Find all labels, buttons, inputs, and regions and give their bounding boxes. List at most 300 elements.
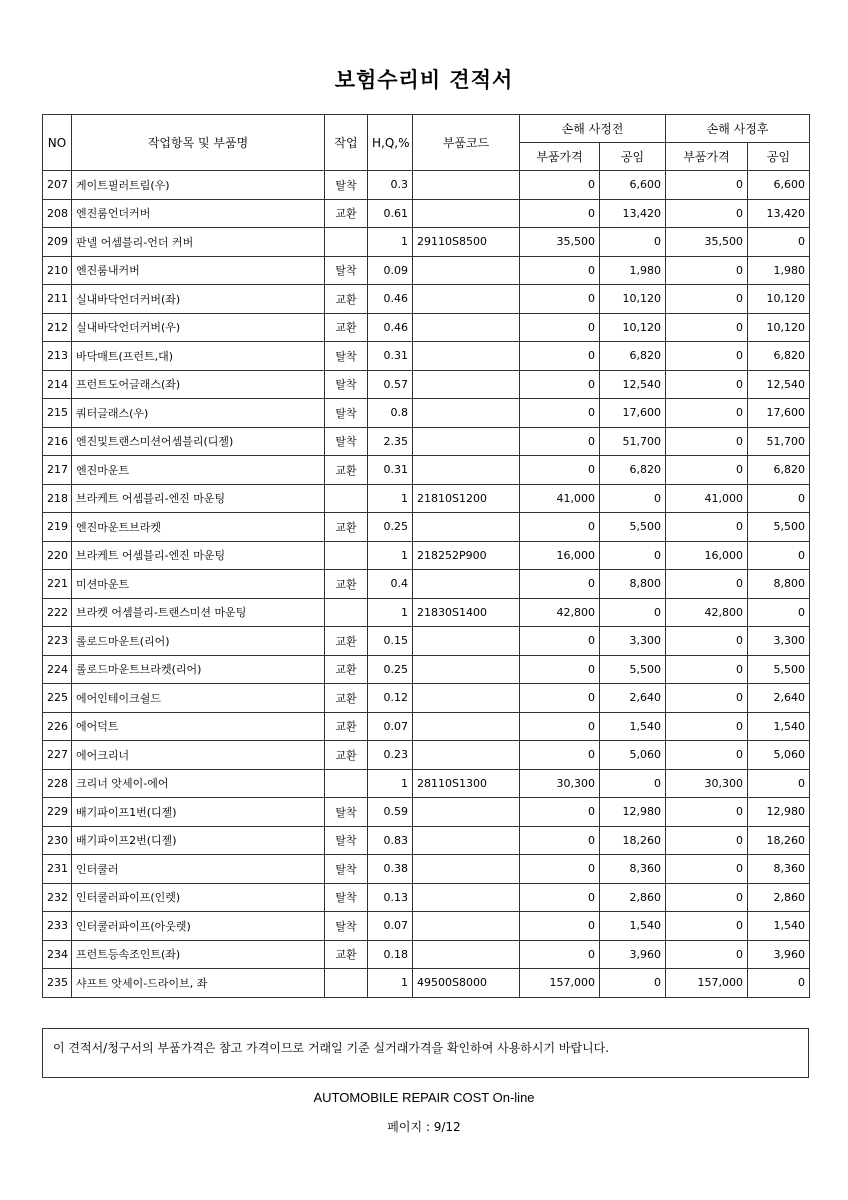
row-part-code: 218252P900: [413, 541, 520, 570]
table-row: [43, 171, 810, 200]
row-before-labor: 8,360: [600, 855, 666, 884]
row-after-part-price: 42,800: [666, 598, 748, 627]
row-before-part-price: 0: [520, 855, 600, 884]
row-before-labor: 0: [600, 769, 666, 798]
row-before-labor: 1,980: [600, 256, 666, 285]
row-after-part-price: 0: [666, 199, 748, 228]
table-row: [43, 826, 810, 855]
row-part-code: [413, 342, 520, 371]
row-no: 233: [43, 912, 72, 941]
row-before-part-price: 0: [520, 570, 600, 599]
table-row: [43, 883, 810, 912]
row-before-labor: 8,800: [600, 570, 666, 599]
row-after-labor: 13,420: [748, 199, 810, 228]
row-before-part-price: 157,000: [520, 969, 600, 998]
row-before-part-price: 0: [520, 285, 600, 314]
row-work-type: [325, 541, 368, 570]
row-after-labor: 12,540: [748, 370, 810, 399]
row-before-part-price: 0: [520, 199, 600, 228]
table-row: [43, 285, 810, 314]
row-before-part-price: 0: [520, 456, 600, 485]
row-no: 232: [43, 883, 72, 912]
row-after-labor: 1,980: [748, 256, 810, 285]
row-work-type: 교환: [325, 684, 368, 713]
row-after-part-price: 0: [666, 684, 748, 713]
row-hq: 0.83: [368, 826, 413, 855]
row-hq: 0.23: [368, 741, 413, 770]
row-after-part-price: 35,500: [666, 228, 748, 257]
row-item-name: 엔진마운트: [72, 456, 325, 485]
row-before-part-price: 0: [520, 256, 600, 285]
row-after-part-price: 0: [666, 712, 748, 741]
row-item-name: 게이트필러트림(우): [72, 171, 325, 200]
row-before-labor: 0: [600, 228, 666, 257]
row-after-labor: 8,360: [748, 855, 810, 884]
row-part-code: [413, 285, 520, 314]
row-work-type: 탈착: [325, 912, 368, 941]
row-part-code: [413, 655, 520, 684]
row-after-part-price: 0: [666, 370, 748, 399]
row-before-part-price: 0: [520, 513, 600, 542]
row-work-type: 교환: [325, 712, 368, 741]
header-code: 부품코드: [413, 115, 520, 171]
row-no: 209: [43, 228, 72, 257]
table-row: [43, 684, 810, 713]
row-before-part-price: 42,800: [520, 598, 600, 627]
row-work-type: 탈착: [325, 370, 368, 399]
row-no: 213: [43, 342, 72, 371]
header-item: 작업항목 및 부품명: [72, 115, 325, 171]
row-work-type: [325, 969, 368, 998]
row-item-name: 인터쿨러파이프(아웃렛): [72, 912, 325, 941]
row-before-labor: 5,500: [600, 513, 666, 542]
row-after-part-price: 0: [666, 627, 748, 656]
row-part-code: [413, 313, 520, 342]
row-no: 210: [43, 256, 72, 285]
row-after-part-price: 0: [666, 570, 748, 599]
row-before-labor: 6,820: [600, 456, 666, 485]
row-no: 223: [43, 627, 72, 656]
row-no: 208: [43, 199, 72, 228]
row-no: 234: [43, 940, 72, 969]
row-before-labor: 3,300: [600, 627, 666, 656]
table-body: [43, 171, 810, 998]
row-item-name: 실내바닥언더커버(좌): [72, 285, 325, 314]
row-item-name: 롤로드마운트브라켓(리어): [72, 655, 325, 684]
table-row: [43, 513, 810, 542]
row-work-type: 탈착: [325, 855, 368, 884]
row-after-labor: 0: [748, 769, 810, 798]
table-row: [43, 798, 810, 827]
row-before-labor: 5,500: [600, 655, 666, 684]
row-after-part-price: 0: [666, 285, 748, 314]
row-after-labor: 17,600: [748, 399, 810, 428]
row-before-labor: 1,540: [600, 912, 666, 941]
row-work-type: 탈착: [325, 171, 368, 200]
row-work-type: 탈착: [325, 427, 368, 456]
row-hq: 0.46: [368, 285, 413, 314]
row-no: 219: [43, 513, 72, 542]
row-work-type: 교환: [325, 627, 368, 656]
row-before-labor: 18,260: [600, 826, 666, 855]
row-hq: 1: [368, 484, 413, 513]
row-hq: 1: [368, 969, 413, 998]
row-part-code: [413, 855, 520, 884]
footer-page-number: 페이지 : 9/12: [387, 1120, 461, 1134]
row-no: 218: [43, 484, 72, 513]
row-before-part-price: 0: [520, 627, 600, 656]
row-after-labor: 10,120: [748, 285, 810, 314]
header-hq: H,Q,%: [368, 115, 413, 171]
row-item-name: 롤로드마운트(리어): [72, 627, 325, 656]
row-work-type: 교환: [325, 456, 368, 485]
row-hq: 0.8: [368, 399, 413, 428]
footer-app-name: AUTOMOBILE REPAIR COST On-line: [313, 1090, 535, 1105]
row-hq: 0.59: [368, 798, 413, 827]
row-after-part-price: 0: [666, 826, 748, 855]
row-after-labor: 6,820: [748, 342, 810, 371]
row-part-code: [413, 741, 520, 770]
row-before-labor: 0: [600, 484, 666, 513]
row-part-code: [413, 826, 520, 855]
row-after-labor: 2,860: [748, 883, 810, 912]
row-after-labor: 1,540: [748, 712, 810, 741]
row-after-labor: 6,820: [748, 456, 810, 485]
row-after-part-price: 0: [666, 427, 748, 456]
row-no: 214: [43, 370, 72, 399]
table-row: [43, 741, 810, 770]
row-before-part-price: 0: [520, 399, 600, 428]
row-before-part-price: 0: [520, 684, 600, 713]
table-row: [43, 912, 810, 941]
row-item-name: 엔진룸언더커버: [72, 199, 325, 228]
header-after: 손해 사정후: [666, 115, 810, 143]
row-no: 228: [43, 769, 72, 798]
row-part-code: [413, 513, 520, 542]
row-no: 230: [43, 826, 72, 855]
row-item-name: 배기파이프2번(디젤): [72, 826, 325, 855]
header-no: NO: [43, 115, 72, 171]
row-item-name: 인터쿨러: [72, 855, 325, 884]
row-after-part-price: 157,000: [666, 969, 748, 998]
row-before-part-price: 0: [520, 370, 600, 399]
row-after-part-price: 0: [666, 399, 748, 428]
row-part-code: 21830S1400: [413, 598, 520, 627]
row-part-code: [413, 199, 520, 228]
row-item-name: 샤프트 앗세이-드라이브, 좌: [72, 969, 325, 998]
row-before-labor: 10,120: [600, 285, 666, 314]
row-part-code: [413, 912, 520, 941]
row-item-name: 브라켓 어셈블리-트랜스미션 마운팅: [72, 598, 325, 627]
row-after-part-price: 16,000: [666, 541, 748, 570]
row-hq: 0.46: [368, 313, 413, 342]
table-row: [43, 598, 810, 627]
row-part-code: [413, 883, 520, 912]
row-after-labor: 0: [748, 598, 810, 627]
row-before-labor: 0: [600, 598, 666, 627]
table-row: [43, 570, 810, 599]
row-hq: 1: [368, 769, 413, 798]
table-row: [43, 712, 810, 741]
row-no: 224: [43, 655, 72, 684]
table-row: [43, 427, 810, 456]
document-title: 보험수리비 견적서: [334, 68, 514, 92]
row-before-part-price: 0: [520, 342, 600, 371]
row-hq: 0.4: [368, 570, 413, 599]
row-part-code: [413, 256, 520, 285]
row-after-labor: 1,540: [748, 912, 810, 941]
row-before-part-price: 0: [520, 741, 600, 770]
row-no: 235: [43, 969, 72, 998]
table-row: [43, 541, 810, 570]
table-row: [43, 456, 810, 485]
row-no: 222: [43, 598, 72, 627]
row-work-type: [325, 598, 368, 627]
row-before-part-price: 16,000: [520, 541, 600, 570]
row-before-labor: 0: [600, 969, 666, 998]
table-row: [43, 969, 810, 998]
row-work-type: 교환: [325, 655, 368, 684]
row-after-part-price: 0: [666, 741, 748, 770]
header-before-part-price: 부품가격: [520, 143, 600, 171]
row-part-code: [413, 399, 520, 428]
row-before-part-price: 0: [520, 313, 600, 342]
row-hq: 0.07: [368, 712, 413, 741]
row-after-part-price: 30,300: [666, 769, 748, 798]
row-after-labor: 0: [748, 484, 810, 513]
header-after-labor: 공임: [748, 143, 810, 171]
row-after-part-price: 41,000: [666, 484, 748, 513]
row-item-name: 배기파이프1번(디젤): [72, 798, 325, 827]
row-no: 226: [43, 712, 72, 741]
row-hq: 0.15: [368, 627, 413, 656]
row-no: 221: [43, 570, 72, 599]
row-part-code: [413, 940, 520, 969]
row-work-type: 교환: [325, 940, 368, 969]
row-part-code: [413, 570, 520, 599]
row-item-name: 엔진마운트브라켓: [72, 513, 325, 542]
disclaimer-note: 이 견적서/청구서의 부품가격은 참고 가격이므로 거래일 기준 실거래가격을 확인하여 사용하시기 바랍니다.: [42, 1028, 809, 1078]
row-after-part-price: 0: [666, 912, 748, 941]
row-after-part-price: 0: [666, 655, 748, 684]
table-row: [43, 228, 810, 257]
row-before-labor: 12,540: [600, 370, 666, 399]
row-after-labor: 0: [748, 541, 810, 570]
header-before-labor: 공임: [600, 143, 666, 171]
row-work-type: 교환: [325, 570, 368, 599]
row-hq: 0.09: [368, 256, 413, 285]
row-after-part-price: 0: [666, 940, 748, 969]
row-after-labor: 5,500: [748, 655, 810, 684]
row-before-labor: 12,980: [600, 798, 666, 827]
row-work-type: 탈착: [325, 826, 368, 855]
row-before-part-price: 0: [520, 171, 600, 200]
row-hq: 0.57: [368, 370, 413, 399]
row-hq: 0.25: [368, 513, 413, 542]
row-hq: 0.07: [368, 912, 413, 941]
row-work-type: 탈착: [325, 399, 368, 428]
row-part-code: [413, 370, 520, 399]
row-item-name: 에어덕트: [72, 712, 325, 741]
row-before-labor: 3,960: [600, 940, 666, 969]
row-part-code: 49500S8000: [413, 969, 520, 998]
row-before-labor: 13,420: [600, 199, 666, 228]
table-row: [43, 627, 810, 656]
row-before-part-price: 0: [520, 655, 600, 684]
row-after-labor: 18,260: [748, 826, 810, 855]
row-after-part-price: 0: [666, 883, 748, 912]
row-item-name: 브라케트 어셈블리-엔진 마운팅: [72, 484, 325, 513]
row-item-name: 판넬 어셈블리-언더 커버: [72, 228, 325, 257]
row-work-type: 교환: [325, 741, 368, 770]
row-before-labor: 51,700: [600, 427, 666, 456]
row-item-name: 미션마운트: [72, 570, 325, 599]
row-before-labor: 6,600: [600, 171, 666, 200]
row-no: 227: [43, 741, 72, 770]
row-before-labor: 17,600: [600, 399, 666, 428]
row-no: 225: [43, 684, 72, 713]
row-work-type: 교환: [325, 513, 368, 542]
table-row: [43, 199, 810, 228]
row-after-part-price: 0: [666, 171, 748, 200]
row-after-part-price: 0: [666, 256, 748, 285]
row-work-type: 탈착: [325, 883, 368, 912]
row-hq: 0.38: [368, 855, 413, 884]
row-after-labor: 12,980: [748, 798, 810, 827]
row-before-part-price: 0: [520, 912, 600, 941]
row-before-part-price: 0: [520, 826, 600, 855]
row-after-part-price: 0: [666, 513, 748, 542]
row-work-type: 교환: [325, 199, 368, 228]
row-item-name: 프런트도어글래스(좌): [72, 370, 325, 399]
row-part-code: 21810S1200: [413, 484, 520, 513]
row-hq: 2.35: [368, 427, 413, 456]
row-before-labor: 5,060: [600, 741, 666, 770]
row-part-code: [413, 684, 520, 713]
row-part-code: [413, 798, 520, 827]
row-after-labor: 0: [748, 228, 810, 257]
row-hq: 0.18: [368, 940, 413, 969]
row-no: 217: [43, 456, 72, 485]
row-before-labor: 6,820: [600, 342, 666, 371]
row-after-part-price: 0: [666, 456, 748, 485]
row-hq: 0.12: [368, 684, 413, 713]
row-hq: 0.61: [368, 199, 413, 228]
row-item-name: 브라케트 어셈블리-엔진 마운팅: [72, 541, 325, 570]
table-row: [43, 370, 810, 399]
row-hq: 0.31: [368, 456, 413, 485]
row-after-part-price: 0: [666, 855, 748, 884]
row-after-labor: 5,500: [748, 513, 810, 542]
row-hq: 1: [368, 541, 413, 570]
table-row: [43, 940, 810, 969]
row-before-part-price: 0: [520, 883, 600, 912]
table-row: [43, 313, 810, 342]
header-work: 작업: [325, 115, 368, 171]
row-item-name: 크리너 앗세이-에어: [72, 769, 325, 798]
row-part-code: [413, 627, 520, 656]
row-part-code: [413, 712, 520, 741]
row-after-labor: 2,640: [748, 684, 810, 713]
row-before-part-price: 30,300: [520, 769, 600, 798]
row-before-labor: 10,120: [600, 313, 666, 342]
row-after-labor: 6,600: [748, 171, 810, 200]
row-before-part-price: 0: [520, 798, 600, 827]
row-after-labor: 10,120: [748, 313, 810, 342]
table-row: [43, 342, 810, 371]
row-hq: 0.3: [368, 171, 413, 200]
row-before-labor: 2,860: [600, 883, 666, 912]
table-row: [43, 655, 810, 684]
row-after-labor: 3,960: [748, 940, 810, 969]
row-no: 207: [43, 171, 72, 200]
row-item-name: 엔진룸내커버: [72, 256, 325, 285]
row-before-part-price: 0: [520, 940, 600, 969]
row-no: 212: [43, 313, 72, 342]
row-no: 220: [43, 541, 72, 570]
row-before-labor: 2,640: [600, 684, 666, 713]
row-item-name: 에어크리너: [72, 741, 325, 770]
table-row: [43, 484, 810, 513]
row-hq: 0.25: [368, 655, 413, 684]
row-item-name: 인터쿨러파이프(인렛): [72, 883, 325, 912]
row-work-type: 탈착: [325, 342, 368, 371]
row-work-type: [325, 769, 368, 798]
row-before-labor: 0: [600, 541, 666, 570]
row-work-type: 교환: [325, 285, 368, 314]
row-no: 229: [43, 798, 72, 827]
row-item-name: 실내바닥언더커버(우): [72, 313, 325, 342]
row-hq: 1: [368, 228, 413, 257]
row-item-name: 프런트등속조인트(좌): [72, 940, 325, 969]
header-before: 손해 사정전: [520, 115, 666, 143]
row-item-name: 에어인테이크쉴드: [72, 684, 325, 713]
table-row: [43, 855, 810, 884]
row-after-part-price: 0: [666, 342, 748, 371]
row-part-code: [413, 456, 520, 485]
row-hq: 1: [368, 598, 413, 627]
row-hq: 0.31: [368, 342, 413, 371]
row-work-type: 탈착: [325, 256, 368, 285]
row-after-part-price: 0: [666, 798, 748, 827]
row-part-code: 29110S8500: [413, 228, 520, 257]
row-item-name: 엔진및트랜스미션어셈블리(디젤): [72, 427, 325, 456]
row-work-type: 탈착: [325, 798, 368, 827]
row-item-name: 쿼터글래스(우): [72, 399, 325, 428]
row-before-part-price: 0: [520, 712, 600, 741]
row-before-part-price: 0: [520, 427, 600, 456]
row-part-code: [413, 427, 520, 456]
row-after-labor: 8,800: [748, 570, 810, 599]
table-row: [43, 399, 810, 428]
row-no: 216: [43, 427, 72, 456]
row-after-labor: 51,700: [748, 427, 810, 456]
table-row: [43, 769, 810, 798]
estimate-table: [42, 114, 810, 998]
row-after-labor: 5,060: [748, 741, 810, 770]
row-part-code: 28110S1300: [413, 769, 520, 798]
row-after-labor: 0: [748, 969, 810, 998]
row-no: 231: [43, 855, 72, 884]
row-item-name: 바닥매트(프런트,대): [72, 342, 325, 371]
row-before-part-price: 41,000: [520, 484, 600, 513]
table-row: [43, 256, 810, 285]
row-work-type: [325, 484, 368, 513]
row-work-type: 교환: [325, 313, 368, 342]
row-work-type: [325, 228, 368, 257]
row-before-labor: 1,540: [600, 712, 666, 741]
row-before-part-price: 35,500: [520, 228, 600, 257]
